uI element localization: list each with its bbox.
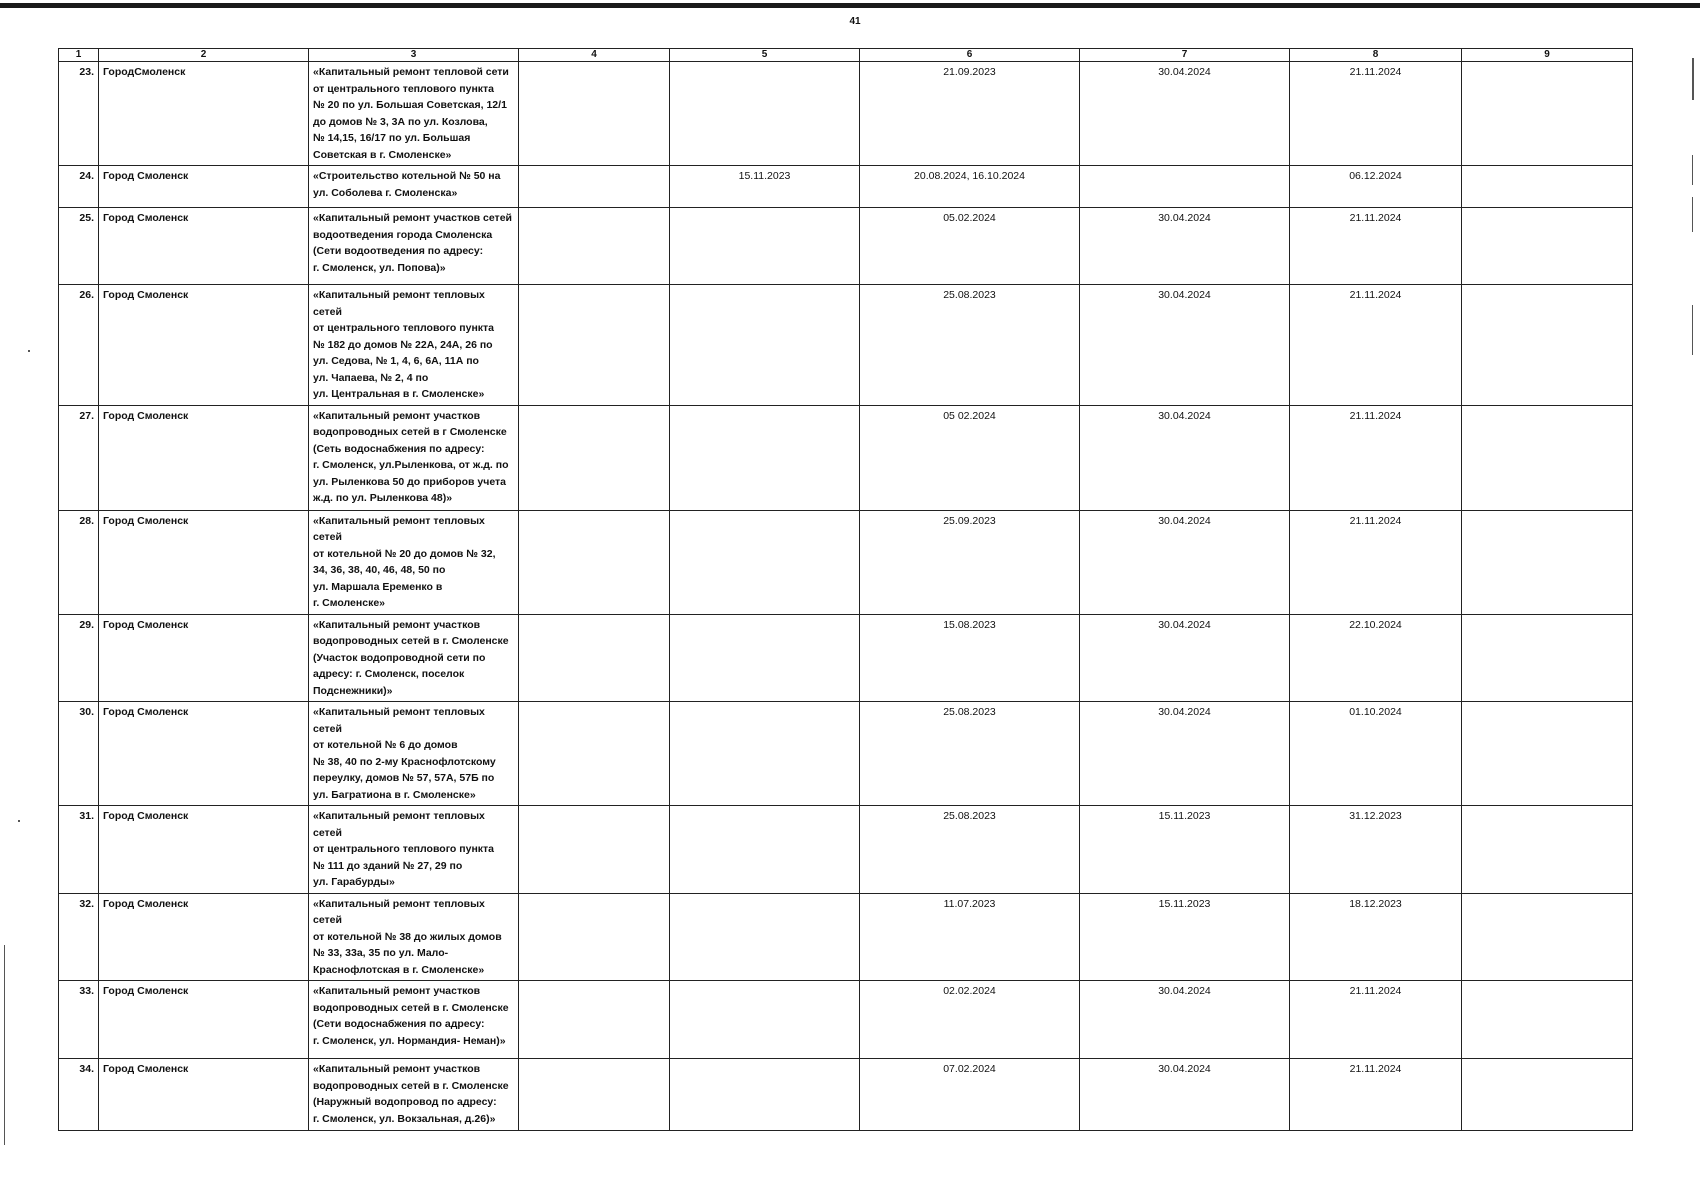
col-6-cell: 25.08.2023 bbox=[860, 702, 1080, 806]
col-9-cell bbox=[1462, 981, 1633, 1059]
column-header-3: 3 bbox=[309, 49, 519, 62]
col-5-cell bbox=[670, 1059, 860, 1131]
table-row bbox=[59, 510, 1633, 614]
row-number: 29. bbox=[59, 614, 99, 702]
work-description-cell: «Капитальный ремонт тепловых сетей от котельной № 20 до домов № 32, 34, 36, 38, 40, 46, 48, 50 по ул. Маршала Еременко в г. Смоленске» bbox=[309, 510, 519, 614]
works-schedule-table bbox=[58, 48, 1633, 1131]
col-6-cell: 25.08.2023 bbox=[860, 285, 1080, 406]
table-row bbox=[59, 285, 1633, 406]
col-4-cell bbox=[519, 1059, 670, 1131]
column-header-2: 2 bbox=[99, 49, 309, 62]
table-row bbox=[59, 62, 1633, 166]
work-description-cell: «Капитальный ремонт участков сетей водоотведения города Смоленска (Сети водоотведения по адресу: г. Смоленск, ул. Попова)» bbox=[309, 208, 519, 285]
margin-mark bbox=[1692, 155, 1693, 185]
col-4-cell bbox=[519, 285, 670, 406]
col-6-cell: 25.08.2023 bbox=[860, 806, 1080, 894]
column-header-8: 8 bbox=[1290, 49, 1462, 62]
margin-mark bbox=[1692, 305, 1693, 355]
table-row bbox=[59, 981, 1633, 1059]
col-4-cell bbox=[519, 405, 670, 510]
col-7-cell: 15.11.2023 bbox=[1080, 893, 1290, 981]
col-9-cell bbox=[1462, 166, 1633, 208]
column-header-4: 4 bbox=[519, 49, 670, 62]
work-description-cell: «Капитальный ремонт участков водопроводных сетей в г Смоленске (Сеть водоснабжения по адресу: г. Смоленск, ул.Рыленкова, от ж.д. по ул. Рыленкова 50 до приборов учета ж.д. по ул. Рыленкова 48)» bbox=[309, 405, 519, 510]
work-description-cell: «Капитальный ремонт тепловой сети от центрального теплового пункта № 20 по ул. Большая Советская, 12/1 до домов № 3, 3А по ул. Козлова, № 14,15, 16/17 по ул. Большая Советская в г. Смоленске» bbox=[309, 62, 519, 166]
column-header-7: 7 bbox=[1080, 49, 1290, 62]
col-4-cell bbox=[519, 702, 670, 806]
work-description-cell: «Капитальный ремонт тепловых сетей от центрального теплового пункта № 111 до зданий № 27, 29 по ул. Гарабурды» bbox=[309, 806, 519, 894]
municipality-cell: Город Смоленск bbox=[99, 405, 309, 510]
table-row bbox=[59, 702, 1633, 806]
col-9-cell bbox=[1462, 806, 1633, 894]
row-number: 30. bbox=[59, 702, 99, 806]
col-5-cell bbox=[670, 405, 860, 510]
column-header-9: 9 bbox=[1462, 49, 1633, 62]
table-row bbox=[59, 614, 1633, 702]
table-row bbox=[59, 208, 1633, 285]
col-7-cell: 30.04.2024 bbox=[1080, 510, 1290, 614]
col-7-cell: 30.04.2024 bbox=[1080, 702, 1290, 806]
col-5-cell bbox=[670, 285, 860, 406]
col-4-cell bbox=[519, 806, 670, 894]
column-header-6: 6 bbox=[860, 49, 1080, 62]
col-9-cell bbox=[1462, 893, 1633, 981]
col-8-cell: 21.11.2024 bbox=[1290, 285, 1462, 406]
work-description-cell: «Капитальный ремонт участков водопроводных сетей в г. Смоленске (Сети водоснабжения по адресу: г. Смоленск, ул. Нормандия- Неман)» bbox=[309, 981, 519, 1059]
col-6-cell: 11.07.2023 bbox=[860, 893, 1080, 981]
col-5-cell bbox=[670, 614, 860, 702]
work-description-cell: «Капитальный ремонт тепловых сетей от центрального теплового пункта № 182 до домов № 22А, 24А, 26 по ул. Седова, № 1, 4, 6, 6А, 11А по ул. Чапаева, № 2, 4 по ул. Центральная в г. Смоленске» bbox=[309, 285, 519, 406]
col-8-cell: 22.10.2024 bbox=[1290, 614, 1462, 702]
col-9-cell bbox=[1462, 405, 1633, 510]
col-7-cell: 30.04.2024 bbox=[1080, 1059, 1290, 1131]
table-row bbox=[59, 893, 1633, 981]
row-number: 34. bbox=[59, 1059, 99, 1131]
margin-mark bbox=[1692, 58, 1694, 100]
page-number: 41 bbox=[849, 16, 861, 27]
municipality-cell: Город Смоленск bbox=[99, 893, 309, 981]
municipality-cell: Город Смоленск bbox=[99, 208, 309, 285]
col-9-cell bbox=[1462, 702, 1633, 806]
col-4-cell bbox=[519, 893, 670, 981]
col-5-cell: 15.11.2023 bbox=[670, 166, 860, 208]
municipality-cell: Город Смоленск bbox=[99, 510, 309, 614]
work-description-cell: «Строительство котельной № 50 на ул. Соболева г. Смоленска» bbox=[309, 166, 519, 208]
row-number: 24. bbox=[59, 166, 99, 208]
margin-mark bbox=[1692, 197, 1693, 232]
margin-mark bbox=[28, 350, 30, 352]
col-8-cell: 21.11.2024 bbox=[1290, 510, 1462, 614]
col-7-cell: 30.04.2024 bbox=[1080, 285, 1290, 406]
column-header-1: 1 bbox=[59, 49, 99, 62]
col-9-cell bbox=[1462, 1059, 1633, 1131]
table-row bbox=[59, 405, 1633, 510]
work-description-cell: «Капитальный ремонт тепловых сетей от котельной № 6 до домов № 38, 40 по 2-му Краснофлотскому переулку, домов № 57, 57А, 57Б по ул. Багратиона в г. Смоленске» bbox=[309, 702, 519, 806]
col-5-cell bbox=[670, 893, 860, 981]
work-description-cell: «Капитальный ремонт тепловых сетей от котельной № 38 до жилых домов № 33, 33а, 35 по ул. Мало- Краснофлотская в г. Смоленске» bbox=[309, 893, 519, 981]
col-7-cell bbox=[1080, 166, 1290, 208]
col-8-cell: 21.11.2024 bbox=[1290, 405, 1462, 510]
col-5-cell bbox=[670, 208, 860, 285]
top-rule bbox=[0, 3, 1700, 8]
col-8-cell: 21.11.2024 bbox=[1290, 62, 1462, 166]
col-7-cell: 30.04.2024 bbox=[1080, 208, 1290, 285]
col-8-cell: 06.12.2024 bbox=[1290, 166, 1462, 208]
col-4-cell bbox=[519, 62, 670, 166]
header-row bbox=[59, 49, 1633, 62]
col-5-cell bbox=[670, 702, 860, 806]
municipality-cell: ГородСмоленск bbox=[99, 62, 309, 166]
col-9-cell bbox=[1462, 208, 1633, 285]
col-8-cell: 21.11.2024 bbox=[1290, 208, 1462, 285]
col-6-cell: 21.09.2023 bbox=[860, 62, 1080, 166]
col-7-cell: 30.04.2024 bbox=[1080, 981, 1290, 1059]
row-number: 23. bbox=[59, 62, 99, 166]
row-number: 25. bbox=[59, 208, 99, 285]
col-8-cell: 21.11.2024 bbox=[1290, 1059, 1462, 1131]
work-description-cell: «Капитальный ремонт участков водопроводных сетей в г. Смоленске (Участок водопроводной сети по адресу: г. Смоленск, поселок Подснежники)» bbox=[309, 614, 519, 702]
col-4-cell bbox=[519, 510, 670, 614]
row-number: 32. bbox=[59, 893, 99, 981]
col-7-cell: 30.04.2024 bbox=[1080, 62, 1290, 166]
col-6-cell: 25.09.2023 bbox=[860, 510, 1080, 614]
col-4-cell bbox=[519, 208, 670, 285]
row-number: 31. bbox=[59, 806, 99, 894]
col-9-cell bbox=[1462, 510, 1633, 614]
margin-mark bbox=[18, 820, 20, 822]
table-row bbox=[59, 166, 1633, 208]
municipality-cell: Город Смоленск bbox=[99, 1059, 309, 1131]
row-number: 27. bbox=[59, 405, 99, 510]
row-number: 33. bbox=[59, 981, 99, 1059]
municipality-cell: Город Смоленск bbox=[99, 702, 309, 806]
municipality-cell: Город Смоленск bbox=[99, 285, 309, 406]
col-4-cell bbox=[519, 981, 670, 1059]
municipality-cell: Город Смоленск bbox=[99, 166, 309, 208]
col-7-cell: 30.04.2024 bbox=[1080, 405, 1290, 510]
col-5-cell bbox=[670, 510, 860, 614]
col-8-cell: 31.12.2023 bbox=[1290, 806, 1462, 894]
row-number: 28. bbox=[59, 510, 99, 614]
col-6-cell: 02.02.2024 bbox=[860, 981, 1080, 1059]
col-7-cell: 15.11.2023 bbox=[1080, 806, 1290, 894]
col-6-cell: 20.08.2024, 16.10.2024 bbox=[860, 166, 1080, 208]
margin-mark bbox=[4, 945, 5, 1145]
col-5-cell bbox=[670, 62, 860, 166]
col-7-cell: 30.04.2024 bbox=[1080, 614, 1290, 702]
col-6-cell: 07.02.2024 bbox=[860, 1059, 1080, 1131]
col-9-cell bbox=[1462, 285, 1633, 406]
municipality-cell: Город Смоленск bbox=[99, 981, 309, 1059]
col-4-cell bbox=[519, 614, 670, 702]
col-9-cell bbox=[1462, 62, 1633, 166]
table-body bbox=[59, 62, 1633, 1131]
col-8-cell: 01.10.2024 bbox=[1290, 702, 1462, 806]
municipality-cell: Город Смоленск bbox=[99, 806, 309, 894]
work-description-cell: «Капитальный ремонт участков водопроводных сетей в г. Смоленске (Наружный водопровод по адресу: г. Смоленск, ул. Вокзальная, д.26)» bbox=[309, 1059, 519, 1131]
col-9-cell bbox=[1462, 614, 1633, 702]
table-row bbox=[59, 1059, 1633, 1131]
col-5-cell bbox=[670, 806, 860, 894]
column-header-5: 5 bbox=[670, 49, 860, 62]
col-6-cell: 05.02.2024 bbox=[860, 208, 1080, 285]
table-row bbox=[59, 806, 1633, 894]
municipality-cell: Город Смоленск bbox=[99, 614, 309, 702]
col-4-cell bbox=[519, 166, 670, 208]
col-8-cell: 18.12.2023 bbox=[1290, 893, 1462, 981]
col-6-cell: 15.08.2023 bbox=[860, 614, 1080, 702]
col-8-cell: 21.11.2024 bbox=[1290, 981, 1462, 1059]
row-number: 26. bbox=[59, 285, 99, 406]
col-6-cell: 05 02.2024 bbox=[860, 405, 1080, 510]
col-5-cell bbox=[670, 981, 860, 1059]
